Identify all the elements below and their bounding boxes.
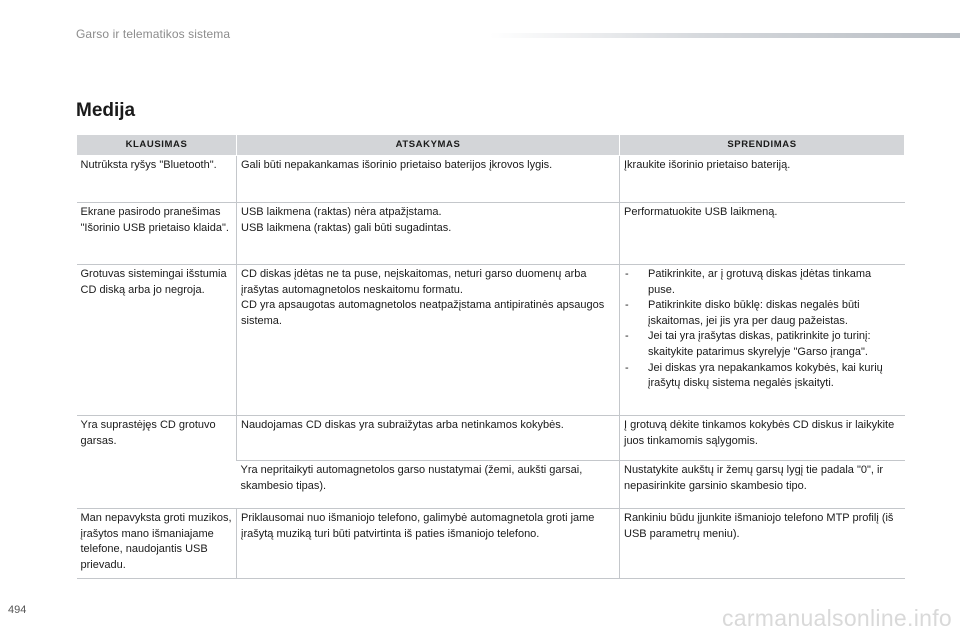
question-cell	[77, 265, 237, 416]
question-text: Yra suprastėjęs CD grotuvo garsas.	[80, 419, 216, 447]
answer-line: Yra nepritaikyti automagnetolos garso nustatymai (žemi, aukšti garsai, skambesio tipas).	[240, 464, 583, 492]
solution-cell	[620, 265, 905, 416]
answer-line: CD diskas įdėtas ne ta puse, neįskaitomas, neturi garso duomenų arba įrašytas automagnetolos neskaitomu formatu.	[241, 268, 587, 296]
answer-line: USB laikmena (raktas) nėra atpažįstama.	[241, 206, 442, 218]
answer-line: USB laikmena (raktas) gali būti sugadintas.	[241, 221, 452, 234]
table-row	[77, 416, 905, 461]
solution-cell	[620, 416, 905, 461]
list-item: - Patikrinkite disko būklę: diskas negalės būti įskaitomas, jei jis yra per daug pažeistas.	[624, 298, 901, 329]
answer-cell	[237, 203, 620, 265]
solution-line: Rankiniu būdu įjunkite išmaniojo telefono MTP profilį (iš USB parametrų meniu).	[624, 512, 894, 540]
answer-cell	[237, 416, 620, 461]
answer-cell	[237, 156, 620, 203]
answer-cell	[237, 509, 620, 579]
list-item: - Jei diskas yra nepakankamos kokybės, kai kurių įrašytų diskų sistema negalės įskaityti.	[624, 361, 901, 392]
solution-cell	[620, 156, 905, 203]
question-text: Ekrane pasirodo pranešimas "Išorinio USB prietaiso klaida".	[80, 206, 229, 234]
solution-line: Į grotuvą dėkite tinkamos kokybės CD diskus ir laikykite juos tinkamomis sąlygomis.	[624, 419, 895, 447]
solution-cell	[620, 461, 905, 509]
section-title: Medija	[76, 100, 136, 121]
solution-line: Performatuokite USB laikmeną.	[624, 206, 778, 218]
question-text: Grotuvas sistemingai išstumia CD diską arba jo negroja.	[80, 268, 227, 296]
table-row	[77, 509, 905, 579]
question-text: Nutrūksta ryšys "Bluetooth".	[80, 159, 217, 171]
watermark-text: carmanualsonline.info	[721, 605, 952, 631]
column-header-question: KLAUSIMAS	[77, 135, 237, 156]
solution-line: Įkraukite išorinio prietaiso bateriją.	[624, 159, 791, 171]
page-number: 494	[8, 604, 27, 616]
table-row	[77, 156, 905, 203]
question-cell	[77, 203, 237, 265]
list-item: - Jei tai yra įrašytas diskas, patikrinkite jo turinį: skaitykite patarimus skyrelyje "Garso įranga".	[624, 329, 901, 360]
answer-cell	[237, 461, 620, 509]
solution-cell	[620, 203, 905, 265]
solution-list	[624, 267, 901, 392]
answer-line: CD yra apsaugotas automagnetolos neatpažįstama antipiratinės apsaugos sistema.	[241, 299, 605, 327]
column-header-answer: ATSAKYMAS	[237, 135, 620, 156]
table-row	[77, 203, 905, 265]
question-cell	[77, 416, 237, 509]
question-cell	[77, 156, 237, 203]
answer-line: Naudojamas CD diskas yra subraižytas arba netinkamos kokybės.	[241, 419, 564, 431]
header-decorative-bar	[490, 33, 960, 38]
list-item: - Patikrinkite, ar į grotuvą diskas įdėtas tinkama puse.	[624, 267, 901, 298]
question-cell	[77, 509, 237, 579]
answer-line: Gali būti nepakankamas išorinio prietaiso baterijos įkrovos lygis.	[241, 159, 553, 171]
answer-cell	[237, 265, 620, 416]
running-header-title: Garso ir telematikos sistema	[76, 27, 231, 41]
column-header-solution: SPRENDIMAS	[620, 135, 905, 156]
question-text: Man nepavyksta groti muzikos, įrašytos mano išmaniajame telefone, naudojantis USB prievadu.	[80, 512, 232, 571]
solution-cell	[620, 509, 905, 579]
troubleshooting-table	[76, 134, 905, 579]
solution-line: Nustatykite aukštų ir žemų garsų lygį tie padala "0", ir nepasirinkite garsinio skambesio tipo.	[624, 464, 884, 492]
table-row	[77, 265, 905, 416]
table-header-row	[77, 135, 905, 156]
answer-line: Priklausomai nuo išmaniojo telefono, galimybė automagnetola groti jame įrašytą muziką turi būti patvirtinta iš paties išmaniojo telefono.	[241, 512, 595, 540]
